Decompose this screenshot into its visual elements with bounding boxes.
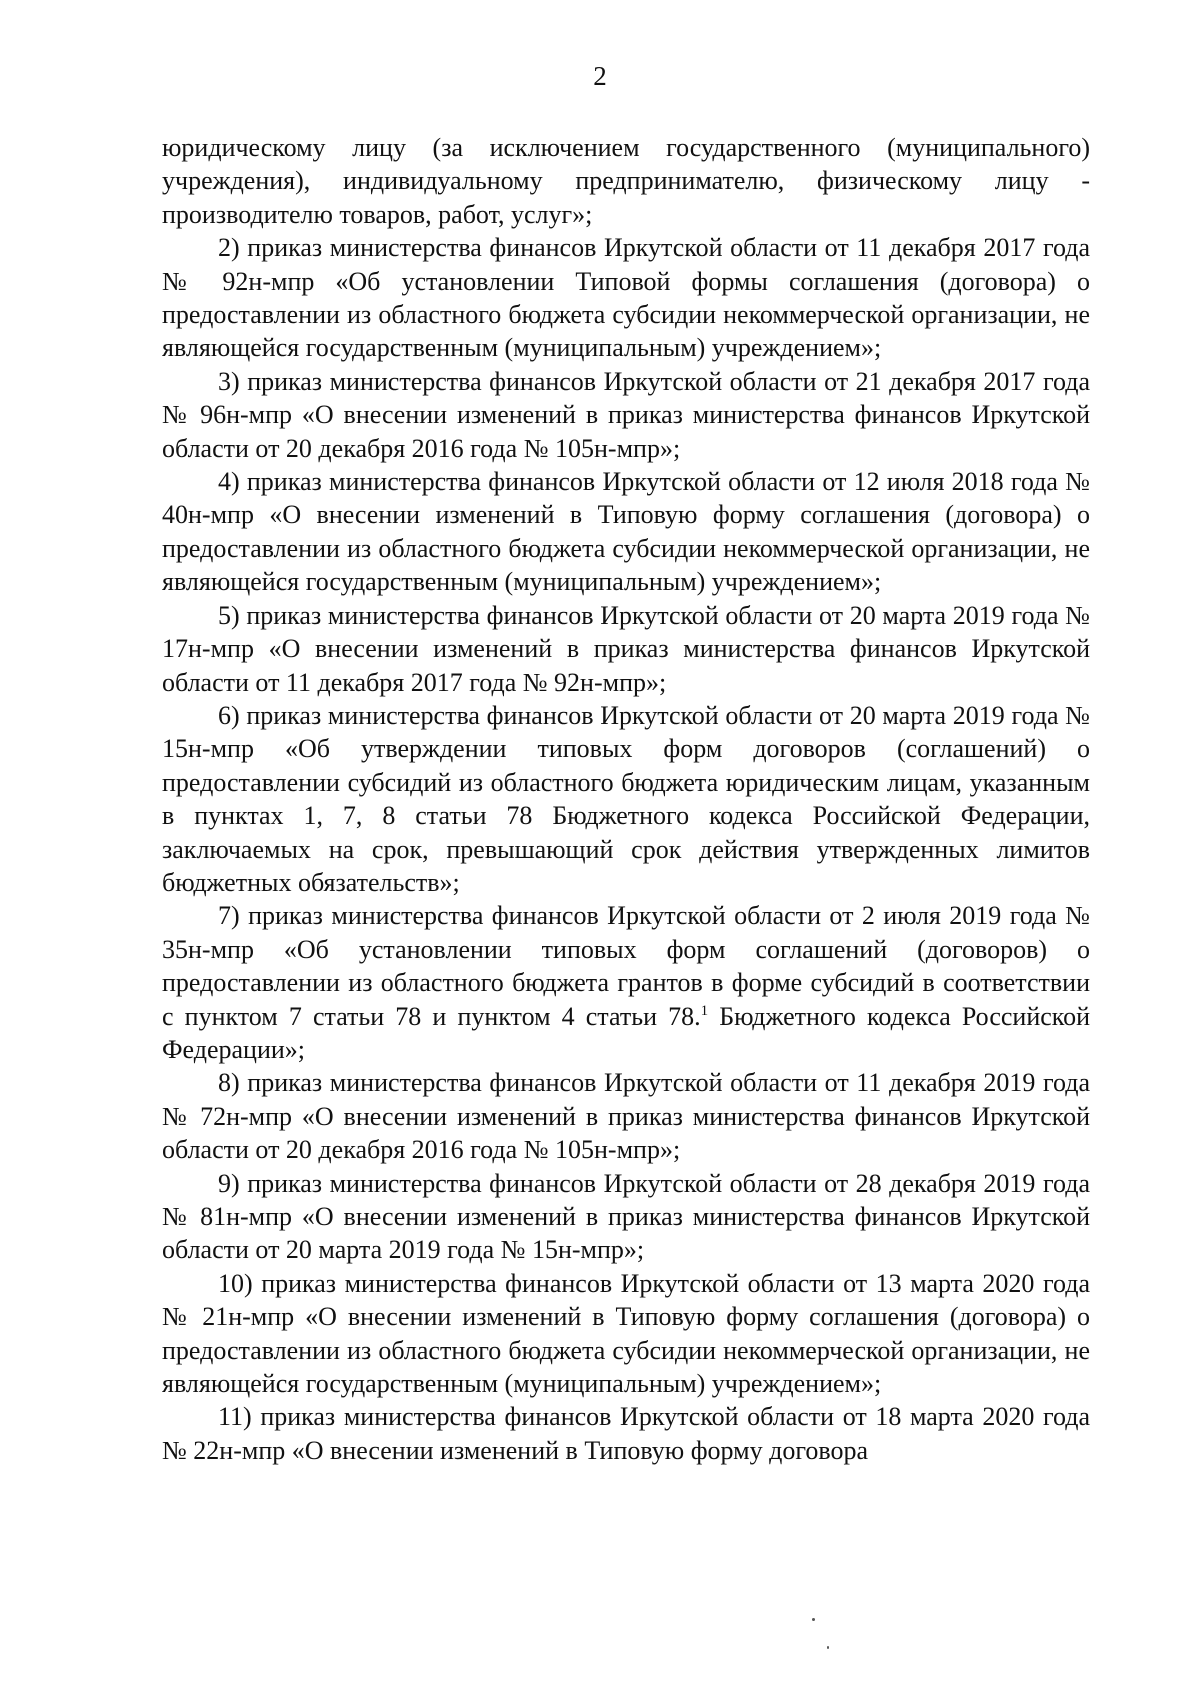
list-item-5: 5) приказ министерства финансов Иркутской области от 20 марта 2019 года № 17н-мпр «О внесении изменений в приказ министерства финансов Иркутской области от 11 декабря 2017 года № 92н-мпр»; xyxy=(162,600,1090,697)
list-item-9: 9) приказ министерства финансов Иркутской области от 28 декабря 2019 года № 81н-мпр «О внесении изменений в приказ министерства финансов Иркутской области от 20 марта 2019 года № 15н-мпр»; xyxy=(162,1168,1090,1265)
list-item-10: 10) приказ министерства финансов Иркутской области от 13 марта 2020 года № 21н-мпр «О внесении изменений в Типовую форму соглашения (договора) о предоставлении из областного бюджета субсидии некоммерческой организации, не являющейся государственным (муниципальным) учреждением»; xyxy=(162,1268,1090,1399)
scan-speck xyxy=(812,1618,815,1621)
page-number: 2 xyxy=(593,61,607,91)
superscript-index: 1 xyxy=(700,1002,709,1019)
document-body xyxy=(162,131,1090,1467)
list-item-7-tail: Бюджетного кодекса Российской Федерации»; xyxy=(162,1001,1090,1064)
list-item-2: 2) приказ министерства финансов Иркутской области от 11 декабря 2017 года № 92н-мпр «Об установлении Типовой формы соглашения (договора) о предоставлении из областного бюджета субсидии некоммерческой организации, не являющейся государственным (муниципальным) учреждением»; xyxy=(162,233,1090,363)
list-item-11: 11) приказ министерства финансов Иркутской области от 18 марта 2020 года № 22н-мпр «О внесении изменений в Типовую форму договора xyxy=(162,1402,1090,1465)
list-item-6: 6) приказ министерства финансов Иркутской области от 20 марта 2019 года № 15н-мпр «Об утверждении типовых форм договоров (соглашений) о предоставлении субсидий из областного бюджета юридическим лицам, указанным в пунктах 1, 7, 8 статьи 78 Бюджетного кодекса Российской Федерации, заключаемых на срок, превышающий срок действия утвержденных лимитов бюджетных обязательств»; xyxy=(162,700,1090,897)
scan-speck xyxy=(827,1646,829,1649)
list-item-3: 3) приказ министерства финансов Иркутской области от 21 декабря 2017 года № 96н-мпр «О внесении изменений в приказ министерства финансов Иркутской области от 20 декабря 2016 года № 105н-мпр»; xyxy=(162,366,1090,463)
list-item-8: 8) приказ министерства финансов Иркутской области от 11 декабря 2019 года № 72н-мпр «О внесении изменений в приказ министерства финансов Иркутской области от 20 декабря 2016 года № 105н-мпр»; xyxy=(162,1068,1090,1165)
paragraph-continuation: юридическому лицу (за исключением государственного (муниципального) учреждения), индивидуальному предпринимателю, физическому лицу - производителю товаров, работ, услуг»; xyxy=(162,133,1090,229)
list-item-7-text: 7) приказ министерства финансов Иркутской области от 2 июля 2019 года № 35н-мпр «Об установлении типовых форм соглашений (договоров) о предоставлении из областного бюджета грантов в форме субсидий в соответствии с пунктом 7 статьи 78 и пунктом 4 статьи 78. xyxy=(162,901,1090,1031)
list-item-4: 4) приказ министерства финансов Иркутской области от 12 июля 2018 года № 40н-мпр «О внесении изменений в Типовую форму соглашения (договора) о предоставлении из областного бюджета субсидии некоммерческой организации, не являющейся государственным (муниципальным) учреждением»; xyxy=(162,467,1090,597)
list-item-7 xyxy=(162,899,1090,1066)
